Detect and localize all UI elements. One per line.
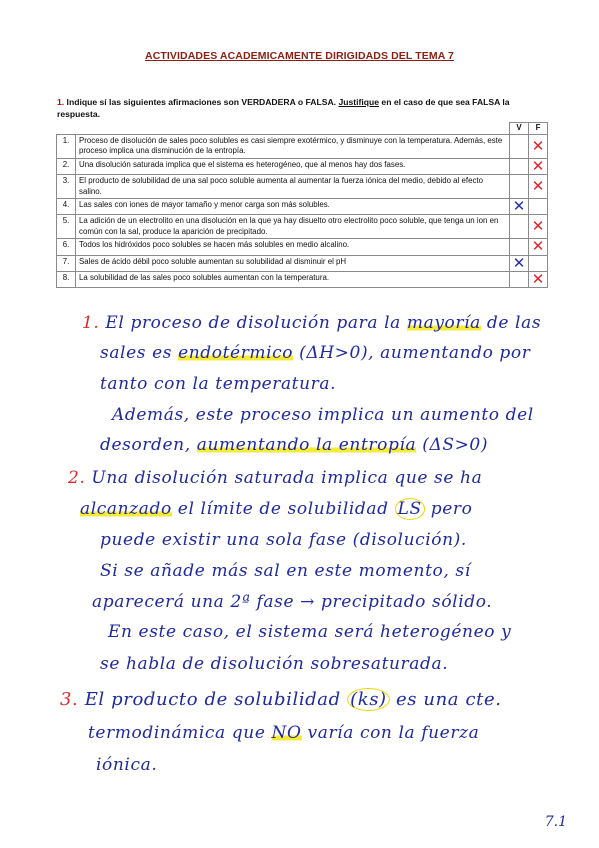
question-number: 1.: [57, 97, 65, 107]
answer-1-highlight-entropy: aumentando la entropía: [196, 435, 417, 455]
x-mark-icon: ✕: [531, 176, 545, 195]
statement-text: El producto de solubilidad de una sal poco soluble aumenta al aumentar la fuerza iónica del medio, debido al efecto salino.: [76, 175, 510, 199]
x-mark-icon: ✕: [531, 156, 545, 175]
answer-1-highlight-majority: mayoría: [406, 313, 481, 333]
answer-2-text: pero: [424, 499, 473, 519]
x-mark-icon: ✕: [531, 270, 545, 289]
answer-3-text: El producto de solubilidad: [78, 689, 348, 710]
answer-1-number: 1.: [82, 313, 100, 333]
answer-2-line-1: [68, 468, 482, 488]
answer-3-text: termodinámica que: [88, 723, 272, 743]
answer-3-highlight-no: NO: [271, 723, 302, 743]
answer-1-text: desorden,: [100, 435, 197, 455]
row-number: 6.: [57, 239, 76, 255]
table-row: [57, 199, 548, 215]
cell-true: [510, 215, 529, 239]
answer-2-number: 2.: [68, 468, 86, 488]
answer-1-text: El proceso de disolución para la: [99, 313, 407, 333]
true-false-table: [56, 122, 548, 288]
table-row: [57, 158, 548, 174]
answer-2-line-4: Si se añade más sal en este momento, sí: [100, 561, 471, 581]
answer-2-line-5: aparecerá una 2ª fase → precipitado sólido.: [92, 592, 493, 612]
row-number: 7.: [57, 255, 76, 271]
x-mark-icon: ✕: [512, 197, 526, 216]
answer-1-line-2: [100, 343, 530, 363]
answer-2-circled-ls: LS: [395, 498, 425, 520]
cell-false: [529, 199, 548, 215]
instruction-text-a: Indique sí las siguientes afirmaciones son VERDADERA o FALSA.: [64, 97, 339, 107]
table-body: [57, 135, 548, 288]
cell-false: [529, 272, 548, 288]
row-number: 5.: [57, 215, 76, 239]
answer-1-line-1: [82, 313, 541, 333]
answer-2-text: Una disolución saturada implica que se ha: [85, 468, 483, 488]
cell-false: [529, 135, 548, 159]
x-mark-icon: ✕: [512, 253, 526, 272]
cell-true: [510, 239, 529, 255]
answer-1-line-5: [100, 435, 488, 455]
table-row: [57, 239, 548, 255]
answer-1-text: (ΔS>0): [416, 435, 489, 455]
answer-1-text: sales es: [100, 343, 179, 363]
row-number: 1.: [57, 135, 76, 159]
answer-3-line-1: [60, 689, 502, 710]
answer-2-text: el límite de solubilidad: [171, 499, 395, 519]
answer-1-text: (ΔH>0), aumentando por: [293, 343, 531, 363]
x-mark-icon: ✕: [531, 237, 545, 256]
table-row: [57, 272, 548, 288]
cell-true: [510, 175, 529, 199]
answer-1-highlight-endothermic: endotérmico: [178, 343, 294, 363]
instruction-justify: Justifique: [338, 97, 380, 107]
table-row: [57, 135, 548, 159]
table-row: [57, 175, 548, 199]
answer-3-text: es una cte.: [389, 689, 502, 710]
answer-3-line-2: [88, 723, 479, 743]
cell-true: [510, 135, 529, 159]
row-number: 8.: [57, 272, 76, 288]
answer-3-line-3: iónica.: [96, 755, 158, 775]
table-row: [57, 215, 548, 239]
x-mark-icon: ✕: [531, 217, 545, 236]
answer-1-line-3: tanto con la temperatura.: [100, 374, 337, 394]
row-number: 3.: [57, 175, 76, 199]
question-instruction: [57, 96, 552, 120]
statement-text: La solubilidad de las sales poco solubles aumentan con la temperatura.: [76, 272, 510, 288]
cell-false: [529, 239, 548, 255]
cell-false: [529, 215, 548, 239]
statement-text: Las sales con iones de mayor tamaño y menor carga son más solubles.: [76, 199, 510, 215]
table-row: [57, 255, 548, 271]
header-false: F: [529, 123, 548, 135]
statement-text: Una disolución saturada implica que el sistema es heterogéneo, que al menos hay dos fases.: [76, 158, 510, 174]
header-true: V: [510, 123, 529, 135]
statement-text: Proceso de disolución de sales poco solubles es casi siempre exotérmico, y disminuye con la temperatura. Además, este proceso implica una disminución de la entropía.: [76, 135, 510, 159]
cell-true: [510, 272, 529, 288]
answer-3-number: 3.: [60, 689, 79, 710]
statement-text: La adición de un electrolito en una disolución en la que ya hay disuelto otro electrolito poco soluble, que tenga un ion en común con la sal, produce la aparición de precipitado.: [76, 215, 510, 239]
page-number: 7.1: [544, 814, 567, 830]
table-header-row: [57, 123, 548, 135]
instruction-text-b: en el caso de que sea FALSA la respuesta.: [57, 97, 510, 119]
answer-3-circled-ks: (ks): [347, 688, 390, 711]
answer-2-line-7: se habla de disolución sobresaturada.: [100, 654, 449, 674]
answer-2-line-3: puede existir una sola fase (disolución).: [100, 530, 467, 550]
cell-true: [510, 199, 529, 215]
cell-false: [529, 158, 548, 174]
answer-2-line-6: En este caso, el sistema será heterogéneo y: [108, 622, 512, 642]
statement-text: Todos los hidróxidos poco solubles se hacen más solubles en medio alcalino.: [76, 239, 510, 255]
answer-3-text: varía con la fuerza: [301, 723, 480, 743]
statement-text: Sales de ácido débil poco soluble aumentan su solubilidad al disminuir el pH: [76, 255, 510, 271]
cell-true: [510, 158, 529, 174]
answer-2-line-2: [80, 499, 472, 519]
cell-false: [529, 175, 548, 199]
x-mark-icon: ✕: [531, 136, 545, 155]
cell-true: [510, 255, 529, 271]
table-header-blank: [57, 123, 510, 135]
page-title: ACTIVIDADES ACADEMICAMENTE DIRIGIDADS DEL TEMA 7: [145, 50, 454, 62]
answer-1-line-4: Además, este proceso implica un aumento del: [112, 405, 534, 425]
answer-1-text: de las: [480, 313, 542, 333]
row-number: 4.: [57, 199, 76, 215]
answer-2-highlight-reached: alcanzado: [80, 499, 172, 519]
row-number: 2.: [57, 158, 76, 174]
